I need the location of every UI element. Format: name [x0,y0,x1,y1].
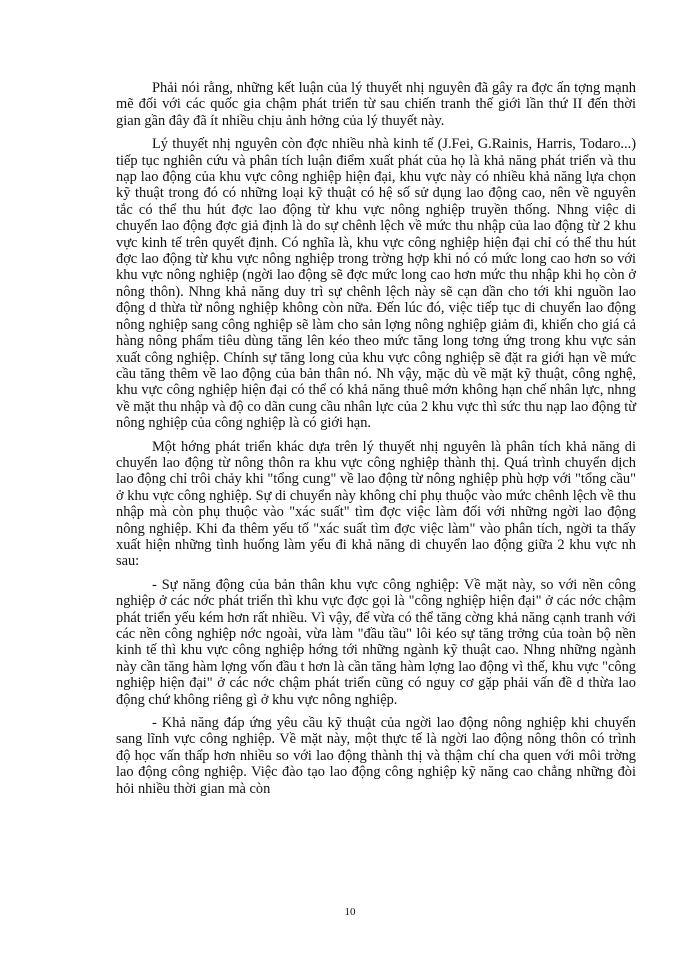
paragraph-technical-requirements: - Khả năng đáp ứng yêu cầu kỹ thuật của ngời lao động nông nghiệp khi chuyển sang lĩnh vực công nghiệp. Về mặt này, một thực tế là ngời lao động nông thôn có trình độ học vấn thấp hơn nhiều so với lao động thành thị và thậm chí cha quen với môi trờng lao động công nghiệp. Việc đào tạo lao động công nghiệp kỹ năng cao chẳng những đòi hỏi nhiều thời gian mà còn [116,715,636,797]
page-number: 10 [344,906,356,918]
paragraph-intro-conclusion: Phải nói rằng, những kết luận của lý thuyết nhị nguyên đã gây ra đợc ấn tợng mạnh mẽ đối với các quốc gia chậm phát triển từ sau chiến tranh thế giới lần thứ II đến thời gian gần đây đã ít nhiều chịu ảnh hởng của lý thuyết này. [116,80,636,129]
paragraph-industry-dynamism: - Sự năng động của bản thân khu vực công nghiệp: Về mặt này, so với nền công nghiệp ở các nớc phát triển thì khu vực đợc gọi là "công nghiệp hiện đại" ở các nớc chậm phát triển yếu kém hơn rất nhiều. Vì vậy, để vừa có thể tăng cờng khả năng cạnh tranh với các nền công nghiệp nớc ngoài, vừa làm "đầu tầu" lôi kéo sự tăng trởng của toàn bộ nền kinh tế thì khu vực công nghiệp hớng tới những ngành kỹ thuật cao. Nhng những ngành này cần tăng hàm lợng vốn đầu t hơn là cần tăng hàm lợng lao động vì thế, khu vực "công nghiệp hiện đại" ở các nớc chậm phát triển cũng có nguy cơ gặp phải vấn đề d thừa lao động chứ không riêng gì ở khu vực nông nghiệp. [116,576,636,708]
paragraph-dual-theory-development: Lý thuyết nhị nguyên còn đợc nhiều nhà kinh tế (J.Fei, G.Rainis, Harris, Todaro...) tiếp tục nghiên cứu và phân tích luận điểm xuất phát của họ là khả năng phát triển và thu nạp lao động của khu vực công nghiệp hiện đại, khu vực này có nhiều khả năng lựa chọn kỹ thuật trong đó có những loại kỹ thuật có hệ số sử dụng lao động cao, nên về nguyên tắc có thể thu hút đợc lao động từ khu vực nông nghiệp truyền thống. Nhng việc di chuyển lao động đợc giả định là do sự chênh lệch về mức thu nhập của lao động từ 2 khu vực kinh tế trên quyết định. Có nghĩa là, khu vực công nghiệp hiện đại chỉ có thể thu hút đợc lao động từ khu vực nông nghiệp trong trờng hợp khi nó có mức long cao hơn so với khu vực nông nghiệp (ngời lao động sẽ đợc mức long cao hơn mức thu nhập khi họ còn ở nông thôn). Nhng khả năng duy trì sự chênh lệch này sẽ cạn dần cho tới khi nguồn lao động d thừa từ nông nghiệp không còn nữa. Đến lúc đó, việc tiếp tục di chuyển lao động nông nghiệp sang công nghiệp sẽ làm cho sản lợng nông nghiệp giảm đi, khiến cho giá cả hàng nông phẩm tiêu dùng tăng lên kéo theo mức tăng long tơng ứng trong khu vực sản xuất công nghiệp. Chính sự tăng long của khu vực công nghiệp sẽ đặt ra giới hạn về mức cầu tăng thêm về lao động của bản thân nó. Nh vậy, mặc dù về mặt kỹ thuật, công nghệ, khu vực công nghiệp hiện đại có thể có khả năng thuê mớn không hạn chế nhân lực, nhng về mặt thu nhập và độ co dãn cung cầu nhân lực của 2 khu vực thì sức thu nạp lao động từ nông nghiệp của công nghiệp là có giới hạn. [116,136,636,432]
document-body [116,80,636,804]
paragraph-labor-migration-direction: Một hớng phát triển khác dựa trên lý thuyết nhị nguyên là phân tích khả năng di chuyển lao động từ nông thôn ra khu vực công nghiệp thành thị. Quá trình chuyển dịch lao động chỉ trôi chảy khi "tổng cung" về lao động từ nông nghiệp phù hợp với "tổng cầu" ở khu vực công nghiệp. Sự di chuyển này không chỉ phụ thuộc vào mức chênh lệch về thu nhập mà còn phụ thuộc vào "xác suất" tìm đợc việc làm đối với những ngời lao động nông nghiệp. Khi đa thêm yếu tố "xác suất tìm đợc việc làm" vào phân tích, ngời ta thấy xuất hiện những tình huống làm yếu đi khả năng di chuyển lao động giữa 2 khu vực nh sau: [116,438,636,570]
